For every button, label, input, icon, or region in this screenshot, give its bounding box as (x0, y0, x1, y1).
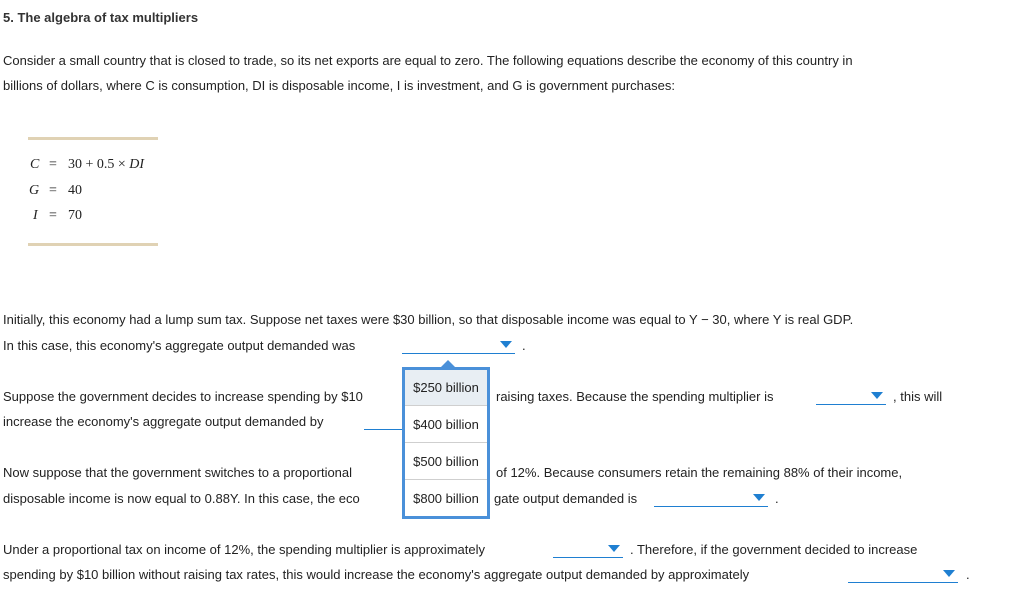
p2-line-1b: raising taxes. Because the spending multiplier is (496, 389, 774, 404)
p1-line-2: In this case, this economy's aggregate output demanded was (3, 338, 356, 353)
dropdown-option[interactable]: $400 billion (405, 407, 487, 443)
p3-line-2b: gate output demanded is (494, 491, 638, 506)
equation-lhs: I (33, 208, 38, 223)
p2-line-1a: Suppose the government decides to increase spending by $10 (3, 389, 363, 404)
p3-line-2a: disposable income is now equal to 0.88Y. In this case, the eco (3, 491, 360, 506)
p1-line-1: Initially, this economy had a lump sum tax. Suppose net taxes were $30 billion, so that disposable income was equal to Y − 30, where Y is real GDP. (3, 312, 854, 327)
equation-government (28, 183, 228, 203)
p1-period: . (522, 338, 526, 353)
dropdown-option[interactable]: $500 billion (405, 444, 487, 480)
p4-line-2: spending by $10 billion without raising tax rates, this would increase the economy's aggregate output demanded by approximately (3, 567, 750, 582)
p3-line-1b: of 12%. Because consumers retain the remaining 88% of their income, (496, 465, 903, 480)
equation-lhs: G (29, 183, 40, 198)
question-title: 5. The algebra of tax multipliers (3, 10, 199, 25)
output-increase-proportional-dropdown[interactable] (848, 566, 958, 583)
spending-multiplier-proportional-dropdown[interactable] (553, 541, 623, 558)
aggregate-output-lump-sum-dropdown[interactable] (402, 337, 515, 354)
intro-text-line-1: Consider a small country that is closed to trade, so its net exports are equal to zero. The following equations describe the economy of this country in (3, 53, 853, 68)
equation-rhs-variable: DI (129, 157, 145, 172)
chevron-down-icon (753, 494, 765, 501)
dropdown-popup-pointer (441, 360, 455, 367)
equation-rhs: 70 (68, 208, 82, 223)
p4-line-1a: Under a proportional tax on income of 12%, the spending multiplier is approximately (3, 542, 485, 557)
p2-line-2: increase the economy's aggregate output demanded by (3, 414, 324, 429)
chevron-down-icon (500, 341, 512, 348)
equation-top-rule (28, 137, 158, 140)
equation-lhs: C (30, 157, 40, 172)
dropdown-option[interactable]: $800 billion (413, 491, 479, 506)
equation-rhs: 40 (68, 183, 82, 198)
equation-consumption (28, 157, 228, 177)
dropdown-option[interactable]: $250 billion (405, 370, 487, 406)
p2-line-1c: , this will (893, 389, 943, 404)
equation-bottom-rule (28, 243, 158, 246)
equals-sign: = (49, 157, 57, 172)
chevron-down-icon (608, 545, 620, 552)
chevron-down-icon (943, 570, 955, 577)
spending-multiplier-lump-sum-dropdown[interactable] (816, 388, 886, 405)
p3-period: . (775, 491, 779, 506)
equals-sign: = (49, 183, 57, 198)
equation-investment (28, 208, 228, 228)
p4-period: . (966, 567, 970, 582)
aggregate-output-proportional-dropdown[interactable] (654, 490, 768, 507)
p4-line-1b: . Therefore, if the government decided to increase (630, 542, 918, 557)
intro-text-line-2: billions of dollars, where C is consumption, DI is disposable income, I is investment, and G is government purchases: (3, 78, 675, 93)
chevron-down-icon (871, 392, 883, 399)
dropdown-options-popup (402, 367, 490, 519)
equation-rhs: 30 + 0.5 × (68, 157, 130, 172)
equals-sign: = (49, 208, 57, 223)
p3-line-1a: Now suppose that the government switches to a proportional (3, 465, 353, 480)
output-increase-lump-sum-dropdown[interactable] (364, 413, 404, 430)
